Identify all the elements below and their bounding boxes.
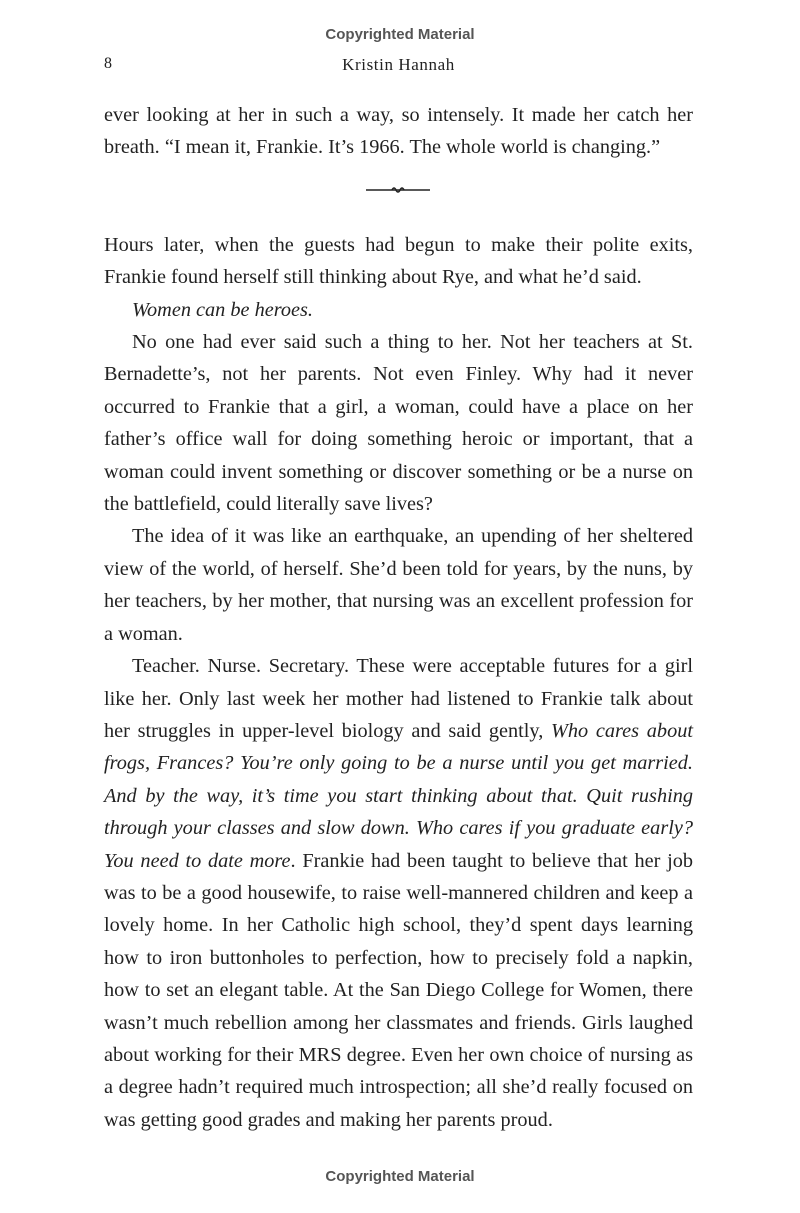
text-run: Teacher. Nurse. Secretary. These were acceptable futures for a girl like her. Only last week her mother had listened to Frankie talk about her struggles in upper-level biology and said gently, [104, 655, 693, 742]
text-run: The idea of it was like an earthquake, an upending of her sheltered view of the world, of herself. She’d been told for years, by the nuns, by her teachers, by her mother, that nursing was an excellent profession for a woman. [104, 525, 693, 645]
flourish-divider-icon [366, 186, 430, 194]
text-run: No one had ever said such a thing to her. Not her teachers at St. Bernadette’s, not her parents. Not even Finley. Why had it never occurred to Frankie that a girl, a woman, could have a place on her father’s office wall for doing something heroic or important, that a woman could invent something or discover something or be a nurse on the battlefield, could literally save lives? [104, 331, 693, 516]
text-run: Hours later, when the guests had begun to make their polite exits, Frankie found herself still thinking about Rye, and what he’d said. [104, 233, 693, 289]
text-run: ever looking at her in such a way, so intensely. It made her catch her breath. “I mean it, Frankie. It’s 1966. The whole world is changing.” [104, 104, 693, 159]
paragraph [104, 294, 693, 326]
paragraph [104, 99, 693, 164]
section-break-ornament [104, 164, 693, 229]
page-header [104, 55, 693, 79]
text-run: . Frankie had been taught to believe that her job was to be a good housewife, to raise well-mannered children and keep a lovely home. In her Catholic high school, they’d spent days learning how to iron buttonholes to perfection, how to precisely fold a napkin, how to set an elegant table. At the San Diego College for Women, there wasn’t much rebellion among her classmates and friends. Girls laughed about working for their MRS degree. Even her own choice of nursing as a degree hadn’t required much introspection; all she’d really focused on was getting good grades and making her parents proud. [104, 849, 693, 1131]
paragraph [104, 326, 693, 520]
paragraph [104, 650, 693, 1136]
page-number: 8 [104, 55, 113, 72]
copyright-notice-top: Copyrighted Material [325, 26, 475, 43]
paragraph [104, 229, 693, 294]
italic-text-run: Women can be heroes. [132, 298, 313, 321]
italic-text-run: Who cares about frogs, Frances? You’re only going to be a nurse until you get married. And by the way, it’s time you start thinking about that. Quit rushing through your classes and slow down. Who cares if you graduate early? You need to date more [104, 719, 693, 872]
running-head-author: Kristin Hannah [342, 55, 455, 74]
body-text [104, 99, 693, 1136]
paragraph [104, 520, 693, 650]
copyright-notice-bottom: Copyrighted Material [325, 1168, 475, 1185]
